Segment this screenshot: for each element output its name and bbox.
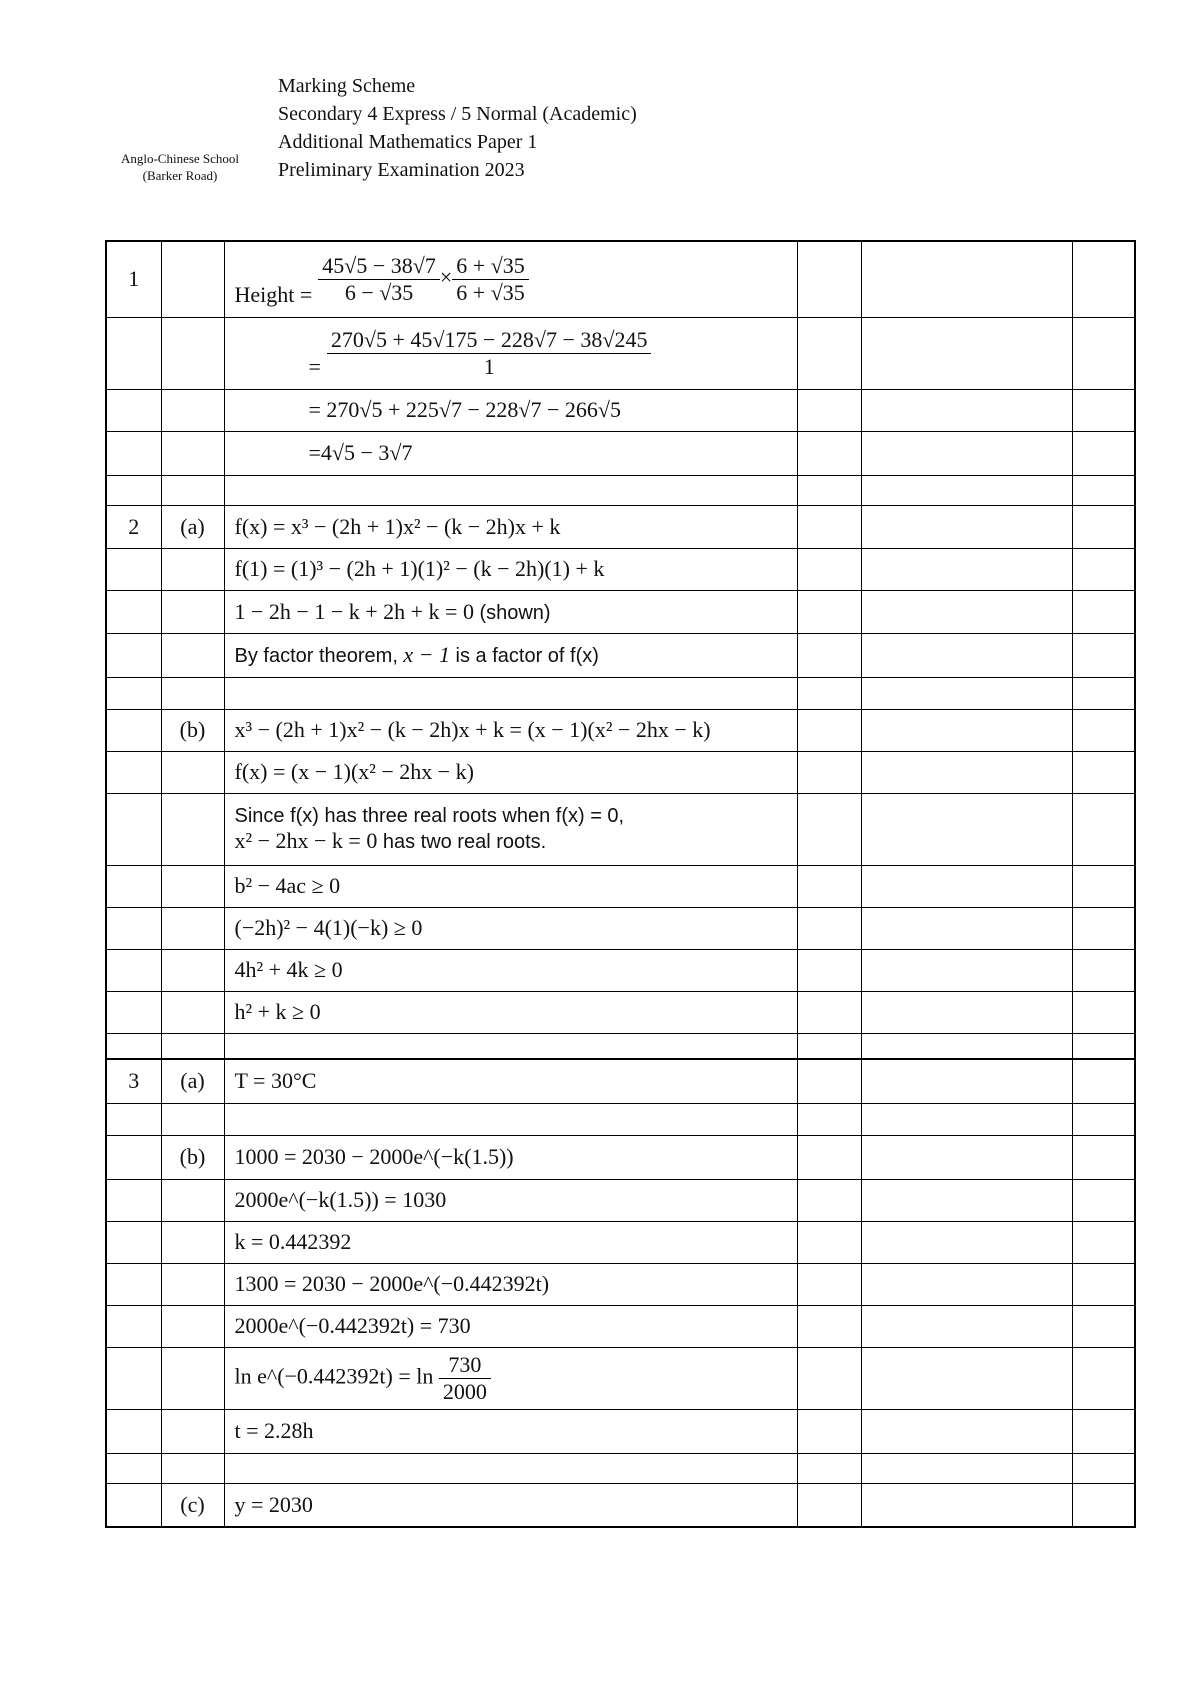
table-row	[106, 907, 1135, 949]
table-row	[106, 548, 1135, 590]
quadratic-suffix: has two real roots.	[382, 830, 547, 853]
equals-sign: =	[308, 440, 321, 465]
since-text: Since f(x) has three real roots when f(x) = 0,	[234, 804, 625, 827]
marking-scheme-table	[105, 240, 1136, 1528]
working-cell: h² + k ≥ 0	[224, 991, 797, 1033]
fraction-denominator: 6 − √35	[344, 279, 414, 305]
working-cell: x³ − (2h + 1)x² − (k − 2h)x + k = (x − 1)(x² − 2hx − k)	[224, 709, 797, 751]
working-cell: 2000e^(−k(1.5)) = 1030	[224, 1179, 797, 1221]
shown-label: (shown)	[479, 601, 551, 624]
table-row	[106, 991, 1135, 1033]
working-line: 4√5 − 3√7	[320, 440, 413, 465]
table-row	[106, 865, 1135, 907]
working-cell: T = 30°C	[224, 1059, 797, 1103]
school-name	[100, 150, 260, 184]
table-row	[106, 633, 1135, 677]
working-cell: f(x) = x³ − (2h + 1)x² − (k − 2h)x + k	[224, 505, 797, 548]
fraction-numerator: 270√5 + 45√175 − 228√7 − 38√245	[327, 327, 652, 354]
working-cell: 4h² + 4k ≥ 0	[224, 949, 797, 991]
table-row	[106, 1033, 1135, 1059]
working-cell: k = 0.442392	[224, 1221, 797, 1263]
working-cell	[224, 431, 797, 475]
fraction-denominator: 1	[483, 353, 495, 379]
working-cell: y = 2030	[224, 1483, 797, 1527]
working-cell	[224, 793, 797, 865]
working-line: 1 − 2h − 1 − k + 2h + k = 0	[234, 598, 474, 624]
table-row	[106, 1221, 1135, 1263]
table-row	[106, 1483, 1135, 1527]
question-number: 1	[106, 241, 161, 317]
table-row	[106, 1059, 1135, 1103]
title-line-1: Marking Scheme	[278, 75, 416, 97]
question-number: 3	[106, 1059, 161, 1103]
table-row	[106, 949, 1135, 991]
working-cell	[224, 1347, 797, 1409]
fraction-denominator: 2000	[442, 1378, 487, 1404]
table-row	[106, 1347, 1135, 1409]
working-cell: t = 2.28h	[224, 1409, 797, 1453]
school-name-line1: Anglo-Chinese School	[120, 151, 240, 166]
equals-sign: =	[308, 397, 321, 422]
height-label: Height =	[234, 282, 313, 308]
equals-sign: =	[308, 354, 321, 380]
table-row	[106, 677, 1135, 709]
table-row	[106, 1103, 1135, 1135]
quadratic-expression: x² − 2hx − k = 0	[234, 827, 378, 853]
working-cell: 2000e^(−0.442392t) = 730	[224, 1305, 797, 1347]
working-cell	[224, 241, 797, 317]
title-line-2: Secondary 4 Express / 5 Normal (Academic)	[278, 103, 637, 125]
working-line: 270√5 + 225√7 − 228√7 − 266√5	[326, 397, 621, 422]
table-row	[106, 1135, 1135, 1179]
table-row	[106, 1263, 1135, 1305]
table-row	[106, 590, 1135, 633]
ln-expression: ln e^(−0.442392t) = ln	[234, 1363, 434, 1389]
working-cell: 1300 = 2030 − 2000e^(−0.442392t)	[224, 1263, 797, 1305]
part-label: (a)	[161, 1059, 224, 1103]
question-number: 2	[106, 505, 161, 548]
table-row	[106, 389, 1135, 431]
part-label: (b)	[161, 709, 224, 751]
factor-expression: x − 1	[403, 642, 451, 667]
factor-suffix-text: is a factor of f(x)	[455, 645, 599, 667]
table-row	[106, 1179, 1135, 1221]
working-cell: f(x) = (x − 1)(x² − 2hx − k)	[224, 751, 797, 793]
working-cell: b² − 4ac ≥ 0	[224, 865, 797, 907]
working-cell	[224, 590, 797, 633]
table-row	[106, 431, 1135, 475]
title-line-3: Additional Mathematics Paper 1	[278, 131, 538, 153]
fraction-numerator: 6 + √35	[452, 253, 528, 280]
part-label: (c)	[161, 1483, 224, 1527]
table-row	[106, 793, 1135, 865]
fraction-denominator: 6 + √35	[456, 279, 525, 305]
times-sign: ×	[439, 264, 453, 290]
working-cell	[224, 317, 797, 389]
fraction-numerator: 45√5 − 38√7	[318, 253, 440, 280]
working-cell	[224, 389, 797, 431]
factor-theorem-text: By factor theorem,	[234, 645, 398, 667]
table-row	[106, 709, 1135, 751]
fraction-numerator: 730	[439, 1352, 491, 1379]
document-title	[278, 72, 637, 184]
working-cell	[224, 633, 797, 677]
table-row	[106, 1409, 1135, 1453]
part-label: (a)	[161, 505, 224, 548]
table-row	[106, 317, 1135, 389]
table-row	[106, 505, 1135, 548]
table-row	[106, 475, 1135, 505]
title-line-4: Preliminary Examination 2023	[278, 159, 525, 181]
working-cell: (−2h)² − 4(1)(−k) ≥ 0	[224, 907, 797, 949]
table-row	[106, 1305, 1135, 1347]
school-name-line2: (Barker Road)	[142, 168, 218, 183]
working-cell: 1000 = 2030 − 2000e^(−k(1.5))	[224, 1135, 797, 1179]
table-row	[106, 241, 1135, 317]
table-row	[106, 751, 1135, 793]
working-cell: f(1) = (1)³ − (2h + 1)(1)² − (k − 2h)(1) + k	[224, 548, 797, 590]
table-row	[106, 1453, 1135, 1483]
part-label: (b)	[161, 1135, 224, 1179]
